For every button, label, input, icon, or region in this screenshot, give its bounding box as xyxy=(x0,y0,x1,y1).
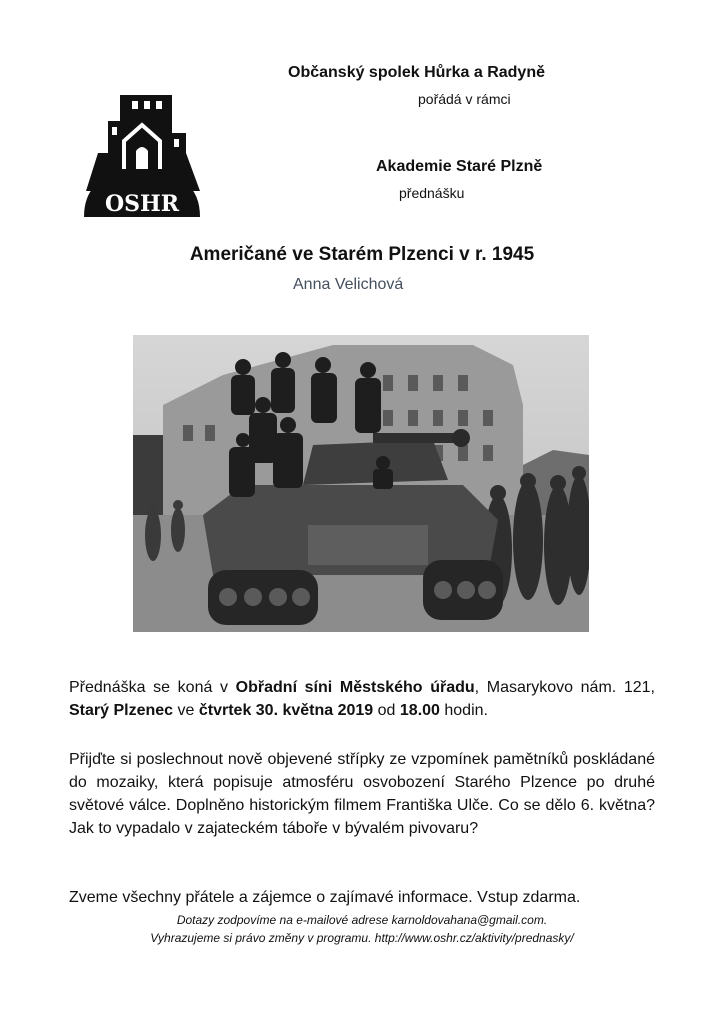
event-date: čtvrtek 30. května 2019 xyxy=(198,702,374,719)
organizer-name: Občanský spolek Hůrka a Radyně xyxy=(288,64,545,81)
logo-text: OSHR xyxy=(104,191,180,217)
oshr-castle-logo-icon xyxy=(82,93,202,217)
lecture-description: Přijďte si poslechnout nově objevené střípky ze vzpomínek pamětníků poskládané do mozaiky, která popisuje atmosféru osvobození Starého Plzence po druhé světové válce. Doplněno historickým filmem Františka Ulče. Co se dělo 6. května? Jak to vypadalo v zajateckém táboře v bývalém pivovaru? xyxy=(69,751,655,837)
event-time: 18.00 xyxy=(399,702,440,719)
town-name: Starý Plzenec xyxy=(69,702,174,719)
historical-photo-tank xyxy=(133,335,589,632)
lecture-author: Anna Velichová xyxy=(293,276,404,293)
footer-notice: Vyhrazujeme si právo změny v programu. http://www.oshr.cz/aktivity/prednasky/ xyxy=(150,931,574,945)
invitation-text: Zveme všechny přátele a zájemce o zajímavé informace. Vstup zdarma. xyxy=(69,889,581,906)
organizer-subtitle: pořádá v rámci xyxy=(418,91,511,107)
lecture-title: Američané ve Starém Plzenci v r. 1945 xyxy=(189,244,535,265)
academy-subtitle: přednášku xyxy=(399,185,465,201)
footer-contact: Dotazy zodpovíme na e-mailové adrese karnoldovahana@gmail.com. xyxy=(176,913,548,927)
venue-name: Obřadní síni Městského úřadu xyxy=(235,679,475,696)
event-details: Přednáška se koná v Obřadní síni Městského úřadu, Masarykovo nám. 121, Starý Plzenec ve čtvrtek 30. května 2019 od 18.00 hodin. xyxy=(69,679,655,719)
website-link[interactable]: http://www.oshr.cz/aktivity/prednasky/ xyxy=(374,931,574,945)
academy-name: Akademie Staré Plzně xyxy=(376,158,543,175)
